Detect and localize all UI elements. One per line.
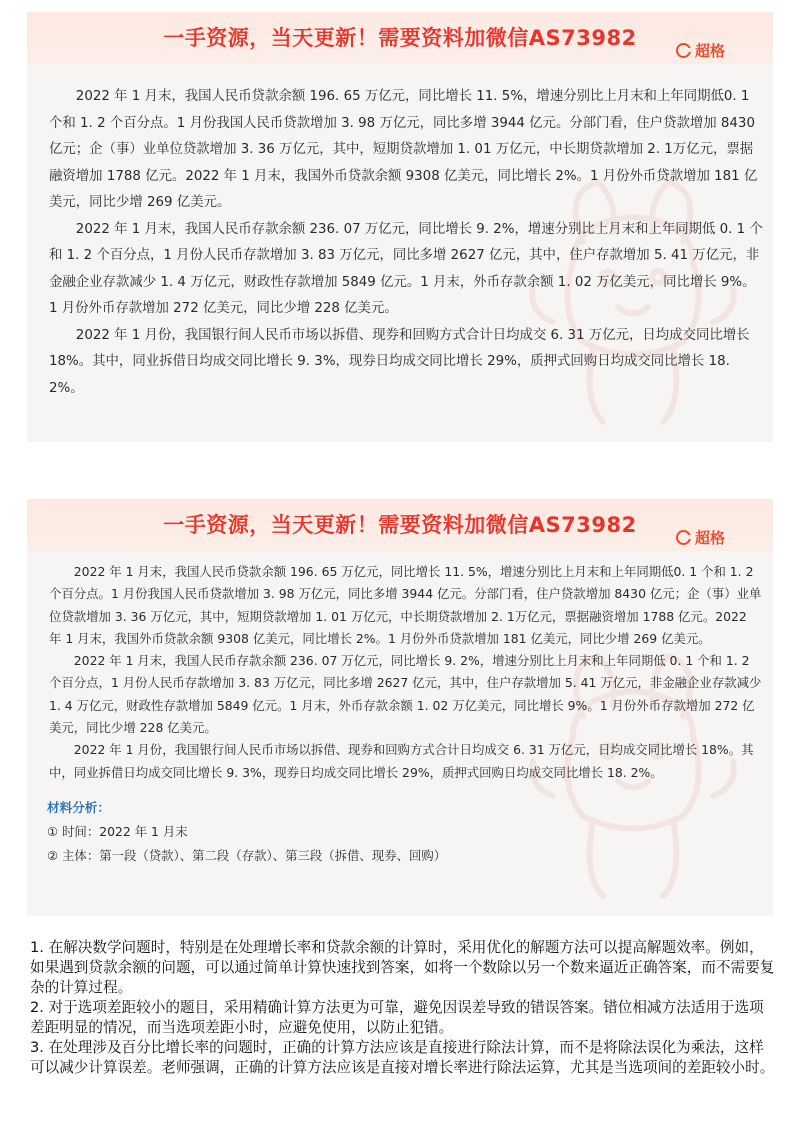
note-item: 1. 在解决数学问题时，特别是在处理增长率和贷款余额的计算时，采用优化的解题方法可以提高解题效率。例如，如果遇到贷款余额的问题，可以通过简单计算快速找到答案，如将一个数除以另一个数来逼近正确答案，而不需要复杂的计算过程。: [30, 939, 775, 996]
note-item: 3. 在处理涉及百分比增长率的问题时，正确的计算方法应该是直接进行除法计算，而不是将除法误化为乘法，这样可以减少计算误差。老师强调，正确的计算方法应该是直接对增长率进行除法运算，尤其是当选项间的差距较小时。: [30, 1039, 775, 1076]
paragraph-deposits: 2022 年 1 月末，我国人民币存款余额 236. 07 万亿元，同比增长 9. 2%，增速分别比上月末和上年同期低 0. 1 个和 1. 2 个百分点，1 月份人民币存款增加 3. 83 万亿元，同比多增 2627 亿元，其中，住户存款增加 5. 41 万亿元，非金融企业存款减少 1. 4 万亿元，财政性存款增加 5849 亿元。1 月末，外币存款余额 1. 02 万亿美元，同比增长 9%。1 月份外币存款增加 272 亿美元，同比少增 228 亿美元。: [49, 653, 762, 736]
brand-name: 超格: [694, 529, 725, 547]
paragraph-interbank: 2022 年 1 月份，我国银行间人民币市场以拆借、现券和回购方式合计日均成交 6. 31 万亿元，日均成交同比增长 18%。其中，同业拆借日均成交同比增长 9. 3%，现券日均成交同比增长 29%，质押式回购日均成交同比增长 18. 2%。: [49, 327, 750, 396]
material-text: [27, 551, 773, 784]
paragraph-loans: 2022 年 1 月末，我国人民币贷款余额 196. 65 万亿元，同比增长 11. 5%，增速分别比上月末和上年同期低0. 1 个和 1. 2 个百分点。1 月份我国人民币贷款增加 3. 98 万亿元，同比多增 3944 亿元。分部门看，住户贷款增加 8430 亿元；企（事）业单位贷款增加 3. 36 万亿元，其中，短期贷款增加 1. 01 万亿元，中长期贷款增加 2. 1万亿元，票据融资增加 1788 亿元。2022 年 1 月末，我国外币贷款余额 9308 亿美元，同比增长 2%。1 月份外币贷款增加 181 亿美元，同比少增 269 亿美元。: [49, 564, 762, 646]
brand-name: 超格: [694, 42, 725, 60]
paragraph-deposits: 2022 年 1 月末，我国人民币存款余额 236. 07 万亿元，同比增长 9. 2%，增速分别比上月末和上年同期低 0. 1 个和 1. 2 个百分点，1 月份人民币存款增加 3. 83 万亿元，同比多增 2627 亿元，其中，住户存款增加 5. 41 万亿元，非金融企业存款减少 1. 4 万亿元，财政性存款增加 5849 亿元。1 月末，外币存款余额 1. 02 万亿美元，同比增长 9%。1 月份外币存款增加 272 亿美元，同比少增 228 亿美元。: [49, 221, 763, 316]
paragraph-interbank: 2022 年 1 月份，我国银行间人民币市场以拆借、现券和回购方式合计日均成交 6. 31 万亿元，日均成交同比增长 18%。其中，同业拆借日均成交同比增长 9. 3%，现券日均成交同比增长 29%，质押式回购日均成交同比增长 18. 2%。: [49, 742, 754, 780]
study-notes: [30, 938, 775, 1078]
paragraph-loans: 2022 年 1 月末，我国人民币贷款余额 196. 65 万亿元，同比增长 11. 5%，增速分别比上月末和上年同期低0. 1 个和 1. 2 个百分点。1 月份我国人民币贷款增加 3. 98 万亿元，同比多增 3944 亿元。分部门看，住户贷款增加 8430 亿元；企（事）业单位贷款增加 3. 36 万亿元，其中，短期贷款增加 1. 01 万亿元，中长期贷款增加 2. 1万亿元，票据融资增加 1788 亿元。2022 年 1 月末，我国外币贷款余额 9308 亿美元，同比增长 2%。1 月份外币贷款增加 181 亿美元，同比少增 269 亿美元。: [49, 89, 758, 210]
analysis-item-time: ① 时间：2022 年 1 月末: [47, 823, 188, 839]
analysis-title: 材料分析：: [47, 799, 110, 815]
material-analysis: [27, 784, 773, 868]
promo-banner: [27, 499, 773, 551]
promo-banner: [27, 12, 773, 64]
banner-title: 一手资源，当天更新！需要资料加微信AS73982: [163, 513, 637, 537]
banner-title: 一手资源，当天更新！需要资料加微信AS73982: [163, 26, 637, 50]
excerpt-panel-1: [27, 12, 773, 442]
brand-logo: [676, 40, 725, 61]
note-item: 2. 对于选项差距较小的题目，采用精确计算方法更为可靠，避免因误差导致的错误答案。错位相减方法适用于选项差距明显的情况，而当选项差距小时，应避免使用，以防止犯错。: [30, 999, 764, 1036]
analysis-item-subject: ② 主体：第一段（贷款）、第二段（存款）、第三段（拆借、现券、回购）: [47, 847, 447, 863]
brand-g-icon: [676, 530, 691, 545]
excerpt-panel-2: [27, 499, 773, 916]
material-text: [27, 64, 773, 402]
brand-logo: [676, 527, 725, 548]
brand-g-icon: [676, 43, 691, 58]
